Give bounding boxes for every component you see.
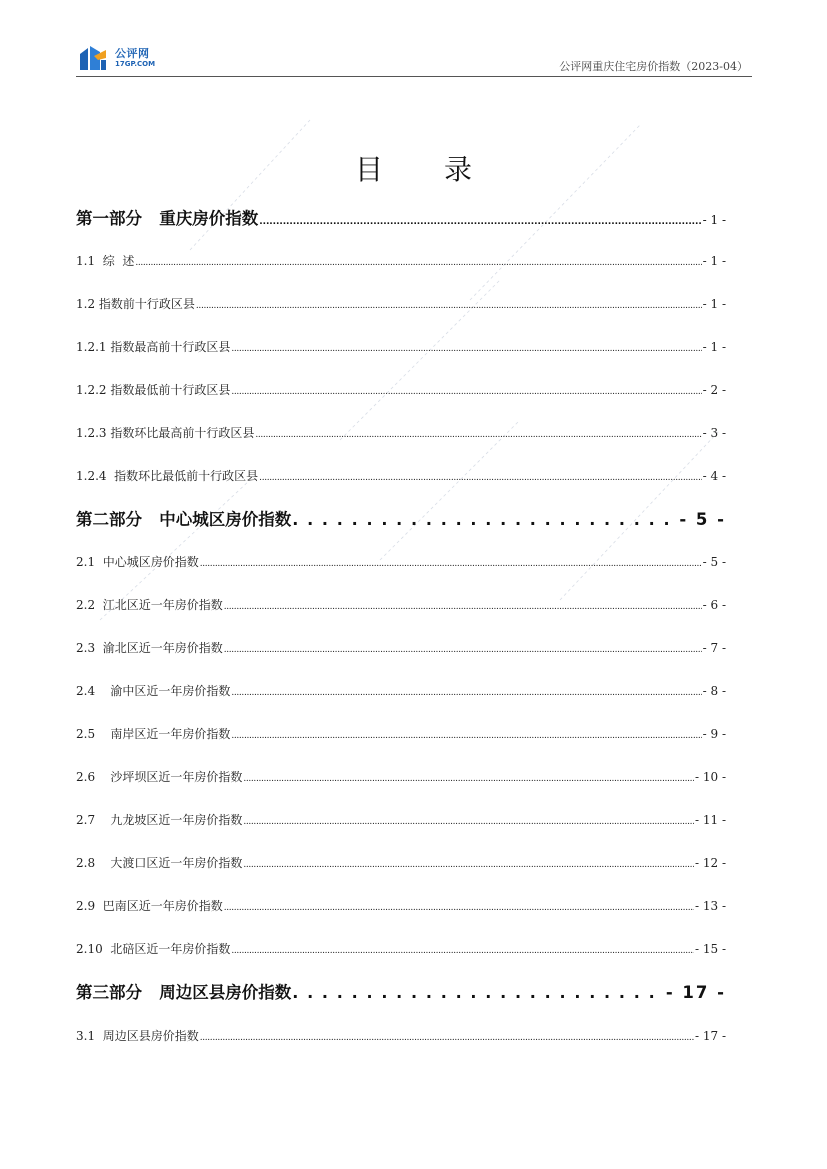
toc-leader-dots [224,903,694,913]
toc-entry-1-2-2[interactable] [76,381,726,398]
toc-entry-2-1[interactable] [76,553,726,570]
toc-leader-dots [200,1033,694,1043]
toc-leader-dots [292,510,678,529]
toc-leader-dots [243,774,694,784]
toc-entry-page: - 11 - [694,813,726,827]
toc-entry-label: 2.6 沙坪坝区近一年房价指数 [76,770,243,784]
toc-entry-page: - 9 - [702,727,726,741]
toc-entry-page: - 1 - [702,254,726,268]
toc-entry-1-2-3[interactable] [76,424,726,441]
toc-entry-label: 2.4 渝中区近一年房价指数 [76,684,231,698]
toc-entry-2-9[interactable] [76,897,726,914]
toc-leader-dots [224,645,702,655]
toc-entry-page: - 1 - [702,297,726,311]
toc-entry-page: - 1 - [702,340,726,354]
toc-entry-label: 3.1 周边区县房价指数 [76,1029,199,1043]
toc-leader-dots [231,731,701,741]
toc-leader-dots [231,387,701,397]
toc-leader-dots [243,817,694,827]
toc-leader-dots [200,559,702,569]
toc-entry-page: - 4 - [702,469,726,483]
toc-entry-label: 1.2.2 指数最低前十行政区县 [76,383,231,397]
toc-entry-2-10[interactable] [76,940,726,957]
logo-icon [78,44,108,72]
toc-entry-label: 第一部分 重庆房价指数 [76,209,259,228]
toc-entry-2-3[interactable] [76,639,726,656]
toc-leader-dots [259,473,701,483]
toc-leader-dots [292,983,665,1002]
toc-leader-dots [255,430,701,440]
toc-entry-label: 1.2.4 指数环比最低前十行政区县 [76,469,259,483]
toc-entry-page: - 12 - [694,856,726,870]
toc-entry-label: 2.5 南岸区近一年房价指数 [76,727,231,741]
toc-leader-dots [135,258,701,268]
toc-entry-label: 2.7 九龙坡区近一年房价指数 [76,813,243,827]
toc-entry-label: 1.1 综 述 [76,254,135,268]
toc-entry-1-1[interactable] [76,252,726,269]
toc-leader-dots [196,301,702,311]
toc-entry-label: 2.8 大渡口区近一年房价指数 [76,856,243,870]
toc-leader-dots [243,860,694,870]
toc-entry-page: - 1 - [702,213,726,227]
toc-entry-label: 2.2 江北区近一年房价指数 [76,598,223,612]
toc-leader-dots [224,602,702,612]
toc-entry-label: 1.2.1 指数最高前十行政区县 [76,340,231,354]
toc-entry-label: 1.2.3 指数环比最高前十行政区县 [76,426,255,440]
page-header [76,40,752,77]
toc-entry-page: - 6 - [702,598,726,612]
toc-entry-page: - 17 - [665,983,726,1002]
toc-entry-page: - 2 - [702,383,726,397]
report-title: 公评网重庆住宅房价指数（2023-04） [559,60,748,73]
toc-entry-part-3[interactable] [76,979,726,1003]
toc-entry-2-7[interactable] [76,811,726,828]
toc-entry-label: 2.3 渝北区近一年房价指数 [76,641,223,655]
toc-entry-label: 2.1 中心城区房价指数 [76,555,199,569]
toc-entry-2-6[interactable] [76,768,726,785]
toc-entry-page: - 3 - [702,426,726,440]
toc-entry-page: - 15 - [694,942,726,956]
toc-leader-dots [231,344,701,354]
brand-logo [78,42,198,74]
logo-cn-text: 公评网 [115,47,150,60]
toc-entry-part-2[interactable] [76,506,726,530]
toc-entry-page: - 8 - [702,684,726,698]
toc-leader-dots [259,217,701,227]
toc-entry-1-2[interactable] [76,295,726,312]
toc-entry-2-4[interactable] [76,682,726,699]
toc-entry-label: 第二部分 中心城区房价指数 [76,510,292,529]
toc-entry-2-5[interactable] [76,725,726,742]
toc-entry-label: 2.9 巴南区近一年房价指数 [76,899,223,913]
toc-entry-1-2-4[interactable] [76,467,726,484]
toc-entry-page: - 5 - [679,510,726,529]
toc-entry-3-1[interactable] [76,1027,726,1044]
toc-entry-page: - 7 - [702,641,726,655]
toc-entry-page: - 10 - [694,770,726,784]
toc-entry-page: - 17 - [694,1029,726,1043]
toc-leader-dots [231,688,701,698]
toc-title: 目 录 [355,153,498,186]
toc-entry-2-2[interactable] [76,596,726,613]
toc-entry-label: 第三部分 周边区县房价指数 [76,983,292,1002]
toc-entry-label: 2.10 北碚区近一年房价指数 [76,942,231,956]
toc-entry-page: - 13 - [694,899,726,913]
toc-entry-1-2-1[interactable] [76,338,726,355]
toc-entry-label: 1.2 指数前十行政区县 [76,297,195,311]
toc-leader-dots [231,946,694,956]
toc-entry-2-8[interactable] [76,854,726,871]
toc-entry-page: - 5 - [702,555,726,569]
toc-entry-part-1[interactable] [76,205,726,229]
logo-en-text: 17GP.COM [115,60,156,68]
